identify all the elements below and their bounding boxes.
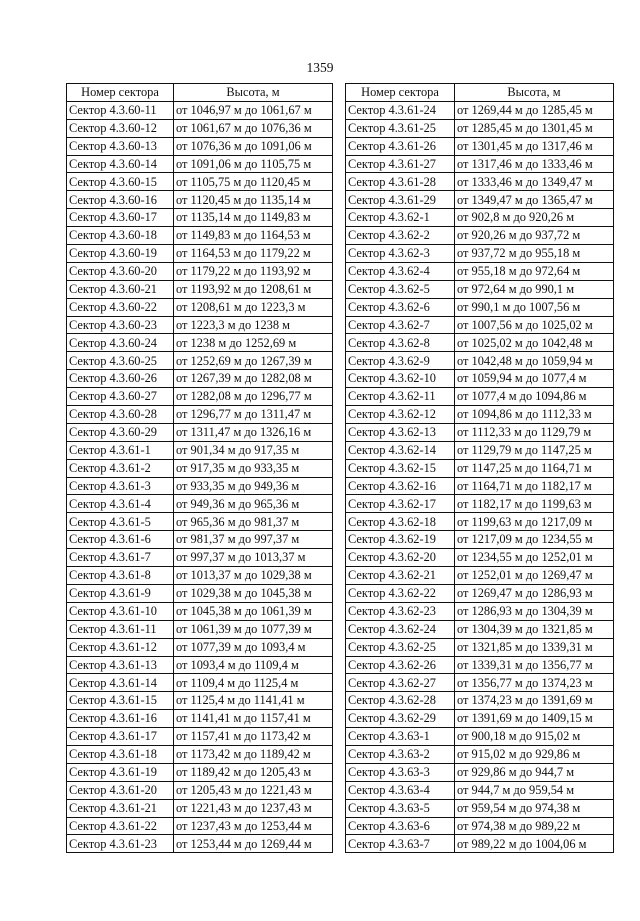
height-range-cell: от 1193,92 м до 1208,61 м (174, 280, 333, 298)
table-row (67, 728, 333, 746)
table-row (67, 620, 333, 638)
height-range-cell: от 1321,85 м до 1339,31 м (455, 638, 614, 656)
table-row (346, 316, 614, 334)
height-range-cell: от 1077,4 м до 1094,86 м (455, 388, 614, 406)
height-range-cell: от 1120,45 м до 1135,14 м (174, 191, 333, 209)
height-range-cell: от 1109,4 м до 1125,4 м (174, 674, 333, 692)
height-range-cell: от 1013,37 м до 1029,38 м (174, 567, 333, 585)
sector-name-cell: Сектор 4.3.62-14 (346, 441, 455, 459)
table-row (67, 101, 333, 119)
table-row (67, 477, 333, 495)
sector-name-cell: Сектор 4.3.62-29 (346, 710, 455, 728)
sector-table-left-body (67, 101, 333, 852)
sector-table-left (66, 83, 333, 853)
table-row (346, 173, 614, 191)
sector-name-cell: Сектор 4.3.62-20 (346, 549, 455, 567)
height-range-cell: от 1179,22 м до 1193,92 м (174, 262, 333, 280)
table-row (346, 477, 614, 495)
height-range-cell: от 965,36 м до 981,37 м (174, 513, 333, 531)
sector-name-cell: Сектор 4.3.61-17 (67, 728, 174, 746)
table-row (346, 835, 614, 853)
height-range-cell: от 1199,63 м до 1217,09 м (455, 513, 614, 531)
sector-column-header: Номер сектора (346, 84, 455, 102)
table-row (346, 423, 614, 441)
sector-name-cell: Сектор 4.3.63-7 (346, 835, 455, 853)
table-row (67, 584, 333, 602)
height-range-cell: от 1173,42 м до 1189,42 м (174, 745, 333, 763)
table-row (346, 334, 614, 352)
sector-name-cell: Сектор 4.3.62-26 (346, 656, 455, 674)
sector-name-cell: Сектор 4.3.61-7 (67, 549, 174, 567)
table-row (346, 101, 614, 119)
height-range-cell: от 901,34 м до 917,35 м (174, 441, 333, 459)
table-row (67, 262, 333, 280)
sector-name-cell: Сектор 4.3.63-2 (346, 745, 455, 763)
height-range-cell: от 1129,79 м до 1147,25 м (455, 441, 614, 459)
sector-name-cell: Сектор 4.3.60-17 (67, 209, 174, 227)
table-row (67, 513, 333, 531)
sector-name-cell: Сектор 4.3.60-24 (67, 334, 174, 352)
sector-name-cell: Сектор 4.3.60-22 (67, 298, 174, 316)
sector-name-cell: Сектор 4.3.60-11 (67, 101, 174, 119)
table-row (67, 781, 333, 799)
sector-name-cell: Сектор 4.3.60-28 (67, 406, 174, 424)
height-range-cell: от 1349,47 м до 1365,47 м (455, 191, 614, 209)
sector-name-cell: Сектор 4.3.62-13 (346, 423, 455, 441)
table-row (67, 549, 333, 567)
height-range-cell: от 1141,41 м до 1157,41 м (174, 710, 333, 728)
table-row (346, 441, 614, 459)
height-range-cell: от 944,7 м до 959,54 м (455, 781, 614, 799)
table-row (346, 459, 614, 477)
sector-name-cell: Сектор 4.3.62-22 (346, 584, 455, 602)
height-range-cell: от 1253,44 м до 1269,44 м (174, 835, 333, 853)
height-range-cell: от 1282,08 м до 1296,77 м (174, 388, 333, 406)
height-range-cell: от 1317,46 м до 1333,46 м (455, 155, 614, 173)
sector-name-cell: Сектор 4.3.62-25 (346, 638, 455, 656)
table-row (67, 191, 333, 209)
table-header-row (346, 84, 614, 102)
height-range-cell: от 915,02 м до 929,86 м (455, 745, 614, 763)
height-range-cell: от 1164,71 м до 1182,17 м (455, 477, 614, 495)
height-range-cell: от 1045,38 м до 1061,39 м (174, 602, 333, 620)
table-row (67, 388, 333, 406)
table-row (67, 710, 333, 728)
table-row (346, 656, 614, 674)
height-range-cell: от 1252,01 м до 1269,47 м (455, 567, 614, 585)
height-range-cell: от 989,22 м до 1004,06 м (455, 835, 614, 853)
height-range-cell: от 1296,77 м до 1311,47 м (174, 406, 333, 424)
height-range-cell: от 937,72 м до 955,18 м (455, 245, 614, 263)
sector-name-cell: Сектор 4.3.63-6 (346, 817, 455, 835)
sector-name-cell: Сектор 4.3.62-6 (346, 298, 455, 316)
height-range-cell: от 920,26 м до 937,72 м (455, 227, 614, 245)
table-row (346, 298, 614, 316)
table-row (67, 531, 333, 549)
height-range-cell: от 1237,43 м до 1253,44 м (174, 817, 333, 835)
height-range-cell: от 1374,23 м до 1391,69 м (455, 692, 614, 710)
height-range-cell: от 1157,41 м до 1173,42 м (174, 728, 333, 746)
sector-name-cell: Сектор 4.3.62-3 (346, 245, 455, 263)
sector-name-cell: Сектор 4.3.62-10 (346, 370, 455, 388)
height-range-cell: от 981,37 м до 997,37 м (174, 531, 333, 549)
table-row (67, 674, 333, 692)
table-row (346, 710, 614, 728)
height-range-cell: от 929,86 м до 944,7 м (455, 763, 614, 781)
sector-name-cell: Сектор 4.3.61-2 (67, 459, 174, 477)
height-range-cell: от 900,18 м до 915,02 м (455, 728, 614, 746)
sector-column-header: Номер сектора (67, 84, 174, 102)
table-row (67, 423, 333, 441)
table-row (346, 245, 614, 263)
sector-name-cell: Сектор 4.3.61-26 (346, 137, 455, 155)
height-range-cell: от 1093,4 м до 1109,4 м (174, 656, 333, 674)
height-range-cell: от 902,8 м до 920,26 м (455, 209, 614, 227)
height-range-cell: от 1077,39 м до 1093,4 м (174, 638, 333, 656)
table-row (346, 620, 614, 638)
table-row (67, 638, 333, 656)
sector-name-cell: Сектор 4.3.62-17 (346, 495, 455, 513)
height-range-cell: от 1059,94 м до 1077,4 м (455, 370, 614, 388)
table-row (346, 745, 614, 763)
table-row (346, 817, 614, 835)
sector-name-cell: Сектор 4.3.60-27 (67, 388, 174, 406)
height-range-cell: от 1076,36 м до 1091,06 м (174, 137, 333, 155)
height-range-cell: от 1042,48 м до 1059,94 м (455, 352, 614, 370)
height-range-cell: от 1286,93 м до 1304,39 м (455, 602, 614, 620)
table-row (67, 459, 333, 477)
table-row (346, 674, 614, 692)
table-row (67, 280, 333, 298)
height-range-cell: от 1333,46 м до 1349,47 м (455, 173, 614, 191)
table-row (67, 316, 333, 334)
sector-table-right (345, 83, 614, 853)
height-range-cell: от 1135,14 м до 1149,83 м (174, 209, 333, 227)
sector-name-cell: Сектор 4.3.61-14 (67, 674, 174, 692)
table-row (346, 781, 614, 799)
table-row (67, 173, 333, 191)
sector-name-cell: Сектор 4.3.63-5 (346, 799, 455, 817)
table-row (346, 692, 614, 710)
table-row (346, 370, 614, 388)
table-row (346, 191, 614, 209)
sector-name-cell: Сектор 4.3.61-20 (67, 781, 174, 799)
sector-table-right-body (346, 101, 614, 852)
sector-name-cell: Сектор 4.3.60-23 (67, 316, 174, 334)
sector-name-cell: Сектор 4.3.62-19 (346, 531, 455, 549)
table-row (346, 584, 614, 602)
sector-name-cell: Сектор 4.3.60-16 (67, 191, 174, 209)
table-row (346, 388, 614, 406)
height-range-cell: от 1147,25 м до 1164,71 м (455, 459, 614, 477)
table-row (346, 280, 614, 298)
table-row (67, 298, 333, 316)
table-row (67, 209, 333, 227)
height-range-cell: от 972,64 м до 990,1 м (455, 280, 614, 298)
table-row (67, 799, 333, 817)
sector-name-cell: Сектор 4.3.61-23 (67, 835, 174, 853)
sector-name-cell: Сектор 4.3.61-29 (346, 191, 455, 209)
height-range-cell: от 990,1 м до 1007,56 м (455, 298, 614, 316)
table-header-row (67, 84, 333, 102)
height-range-cell: от 1061,39 м до 1077,39 м (174, 620, 333, 638)
table-row (67, 835, 333, 853)
height-range-cell: от 997,37 м до 1013,37 м (174, 549, 333, 567)
height-range-cell: от 1234,55 м до 1252,01 м (455, 549, 614, 567)
table-row (67, 567, 333, 585)
height-range-cell: от 1007,56 м до 1025,02 м (455, 316, 614, 334)
sector-name-cell: Сектор 4.3.60-12 (67, 119, 174, 137)
height-range-cell: от 1208,61 м до 1223,3 м (174, 298, 333, 316)
table-row (346, 495, 614, 513)
height-range-cell: от 1356,77 м до 1374,23 м (455, 674, 614, 692)
table-row (67, 370, 333, 388)
table-row (67, 817, 333, 835)
height-range-cell: от 1304,39 м до 1321,85 м (455, 620, 614, 638)
sector-name-cell: Сектор 4.3.62-12 (346, 406, 455, 424)
height-range-cell: от 1091,06 м до 1105,75 м (174, 155, 333, 173)
height-range-cell: от 1267,39 м до 1282,08 м (174, 370, 333, 388)
sector-name-cell: Сектор 4.3.62-7 (346, 316, 455, 334)
sector-name-cell: Сектор 4.3.60-13 (67, 137, 174, 155)
sector-name-cell: Сектор 4.3.62-11 (346, 388, 455, 406)
sector-name-cell: Сектор 4.3.61-15 (67, 692, 174, 710)
sector-name-cell: Сектор 4.3.62-2 (346, 227, 455, 245)
sector-name-cell: Сектор 4.3.60-15 (67, 173, 174, 191)
sector-name-cell: Сектор 4.3.62-24 (346, 620, 455, 638)
sector-name-cell: Сектор 4.3.60-26 (67, 370, 174, 388)
sector-name-cell: Сектор 4.3.61-10 (67, 602, 174, 620)
sector-name-cell: Сектор 4.3.62-1 (346, 209, 455, 227)
sector-name-cell: Сектор 4.3.61-25 (346, 119, 455, 137)
height-range-cell: от 1311,47 м до 1326,16 м (174, 423, 333, 441)
sector-name-cell: Сектор 4.3.62-15 (346, 459, 455, 477)
sector-name-cell: Сектор 4.3.61-5 (67, 513, 174, 531)
table-row (67, 227, 333, 245)
sector-name-cell: Сектор 4.3.62-8 (346, 334, 455, 352)
sector-name-cell: Сектор 4.3.61-28 (346, 173, 455, 191)
table-row (67, 137, 333, 155)
table-row (346, 531, 614, 549)
sector-name-cell: Сектор 4.3.61-4 (67, 495, 174, 513)
sector-name-cell: Сектор 4.3.61-6 (67, 531, 174, 549)
height-range-cell: от 1149,83 м до 1164,53 м (174, 227, 333, 245)
sector-name-cell: Сектор 4.3.61-9 (67, 584, 174, 602)
height-column-header: Высота, м (455, 84, 614, 102)
table-row (346, 799, 614, 817)
height-range-cell: от 1269,44 м до 1285,45 м (455, 101, 614, 119)
sector-name-cell: Сектор 4.3.61-3 (67, 477, 174, 495)
height-range-cell: от 1269,47 м до 1286,93 м (455, 584, 614, 602)
sector-name-cell: Сектор 4.3.61-16 (67, 710, 174, 728)
table-row (67, 745, 333, 763)
sector-name-cell: Сектор 4.3.62-9 (346, 352, 455, 370)
height-range-cell: от 1238 м до 1252,69 м (174, 334, 333, 352)
table-row (346, 137, 614, 155)
sector-name-cell: Сектор 4.3.61-13 (67, 656, 174, 674)
table-row (346, 119, 614, 137)
table-row (346, 638, 614, 656)
table-row (67, 334, 333, 352)
sector-name-cell: Сектор 4.3.61-8 (67, 567, 174, 585)
sector-name-cell: Сектор 4.3.63-4 (346, 781, 455, 799)
table-row (346, 406, 614, 424)
height-range-cell: от 1105,75 м до 1120,45 м (174, 173, 333, 191)
sector-name-cell: Сектор 4.3.61-12 (67, 638, 174, 656)
height-range-cell: от 1112,33 м до 1129,79 м (455, 423, 614, 441)
height-range-cell: от 1125,4 м до 1141,41 м (174, 692, 333, 710)
table-row (67, 763, 333, 781)
sector-name-cell: Сектор 4.3.61-21 (67, 799, 174, 817)
height-range-cell: от 1205,43 м до 1221,43 м (174, 781, 333, 799)
sector-name-cell: Сектор 4.3.61-19 (67, 763, 174, 781)
sector-name-cell: Сектор 4.3.60-19 (67, 245, 174, 263)
sector-name-cell: Сектор 4.3.61-27 (346, 155, 455, 173)
height-range-cell: от 974,38 м до 989,22 м (455, 817, 614, 835)
height-range-cell: от 1252,69 м до 1267,39 м (174, 352, 333, 370)
height-range-cell: от 955,18 м до 972,64 м (455, 262, 614, 280)
height-range-cell: от 1391,69 м до 1409,15 м (455, 710, 614, 728)
table-row (67, 119, 333, 137)
table-row (67, 495, 333, 513)
sector-name-cell: Сектор 4.3.63-3 (346, 763, 455, 781)
table-row (346, 602, 614, 620)
sector-name-cell: Сектор 4.3.61-24 (346, 101, 455, 119)
height-range-cell: от 1189,42 м до 1205,43 м (174, 763, 333, 781)
sector-name-cell: Сектор 4.3.61-22 (67, 817, 174, 835)
height-range-cell: от 1285,45 м до 1301,45 м (455, 119, 614, 137)
table-row (346, 352, 614, 370)
table-row (346, 513, 614, 531)
height-range-cell: от 917,35 м до 933,35 м (174, 459, 333, 477)
table-row (346, 763, 614, 781)
height-range-cell: от 1223,3 м до 1238 м (174, 316, 333, 334)
table-row (346, 262, 614, 280)
sector-name-cell: Сектор 4.3.60-20 (67, 262, 174, 280)
table-row (346, 209, 614, 227)
height-range-cell: от 1061,67 м до 1076,36 м (174, 119, 333, 137)
height-range-cell: от 1221,43 м до 1237,43 м (174, 799, 333, 817)
table-row (346, 549, 614, 567)
table-row (67, 441, 333, 459)
table-row (67, 406, 333, 424)
sector-name-cell: Сектор 4.3.62-18 (346, 513, 455, 531)
sector-name-cell: Сектор 4.3.60-25 (67, 352, 174, 370)
sector-name-cell: Сектор 4.3.61-18 (67, 745, 174, 763)
height-range-cell: от 1164,53 м до 1179,22 м (174, 245, 333, 263)
height-range-cell: от 949,36 м до 965,36 м (174, 495, 333, 513)
height-range-cell: от 1339,31 м до 1356,77 м (455, 656, 614, 674)
table-row (67, 155, 333, 173)
height-range-cell: от 1094,86 м до 1112,33 м (455, 406, 614, 424)
sector-name-cell: Сектор 4.3.60-21 (67, 280, 174, 298)
sector-name-cell: Сектор 4.3.61-11 (67, 620, 174, 638)
sector-name-cell: Сектор 4.3.62-16 (346, 477, 455, 495)
height-range-cell: от 1217,09 м до 1234,55 м (455, 531, 614, 549)
table-row (346, 567, 614, 585)
sector-name-cell: Сектор 4.3.63-1 (346, 728, 455, 746)
sector-name-cell: Сектор 4.3.62-28 (346, 692, 455, 710)
height-range-cell: от 933,35 м до 949,36 м (174, 477, 333, 495)
height-range-cell: от 959,54 м до 974,38 м (455, 799, 614, 817)
table-row (346, 227, 614, 245)
height-range-cell: от 1029,38 м до 1045,38 м (174, 584, 333, 602)
table-row (67, 692, 333, 710)
page-number: 1359 (306, 60, 334, 75)
sector-name-cell: Сектор 4.3.60-18 (67, 227, 174, 245)
table-row (346, 155, 614, 173)
sector-name-cell: Сектор 4.3.62-4 (346, 262, 455, 280)
sector-name-cell: Сектор 4.3.62-27 (346, 674, 455, 692)
sector-name-cell: Сектор 4.3.61-1 (67, 441, 174, 459)
height-range-cell: от 1301,45 м до 1317,46 м (455, 137, 614, 155)
table-row (67, 602, 333, 620)
sector-name-cell: Сектор 4.3.62-5 (346, 280, 455, 298)
height-range-cell: от 1182,17 м до 1199,63 м (455, 495, 614, 513)
table-row (346, 728, 614, 746)
table-row (67, 245, 333, 263)
sector-name-cell: Сектор 4.3.60-14 (67, 155, 174, 173)
sector-name-cell: Сектор 4.3.62-23 (346, 602, 455, 620)
height-range-cell: от 1025,02 м до 1042,48 м (455, 334, 614, 352)
height-range-cell: от 1046,97 м до 1061,67 м (174, 101, 333, 119)
table-row (67, 352, 333, 370)
table-row (67, 656, 333, 674)
sector-name-cell: Сектор 4.3.60-29 (67, 423, 174, 441)
height-column-header: Высота, м (174, 84, 333, 102)
sector-name-cell: Сектор 4.3.62-21 (346, 567, 455, 585)
